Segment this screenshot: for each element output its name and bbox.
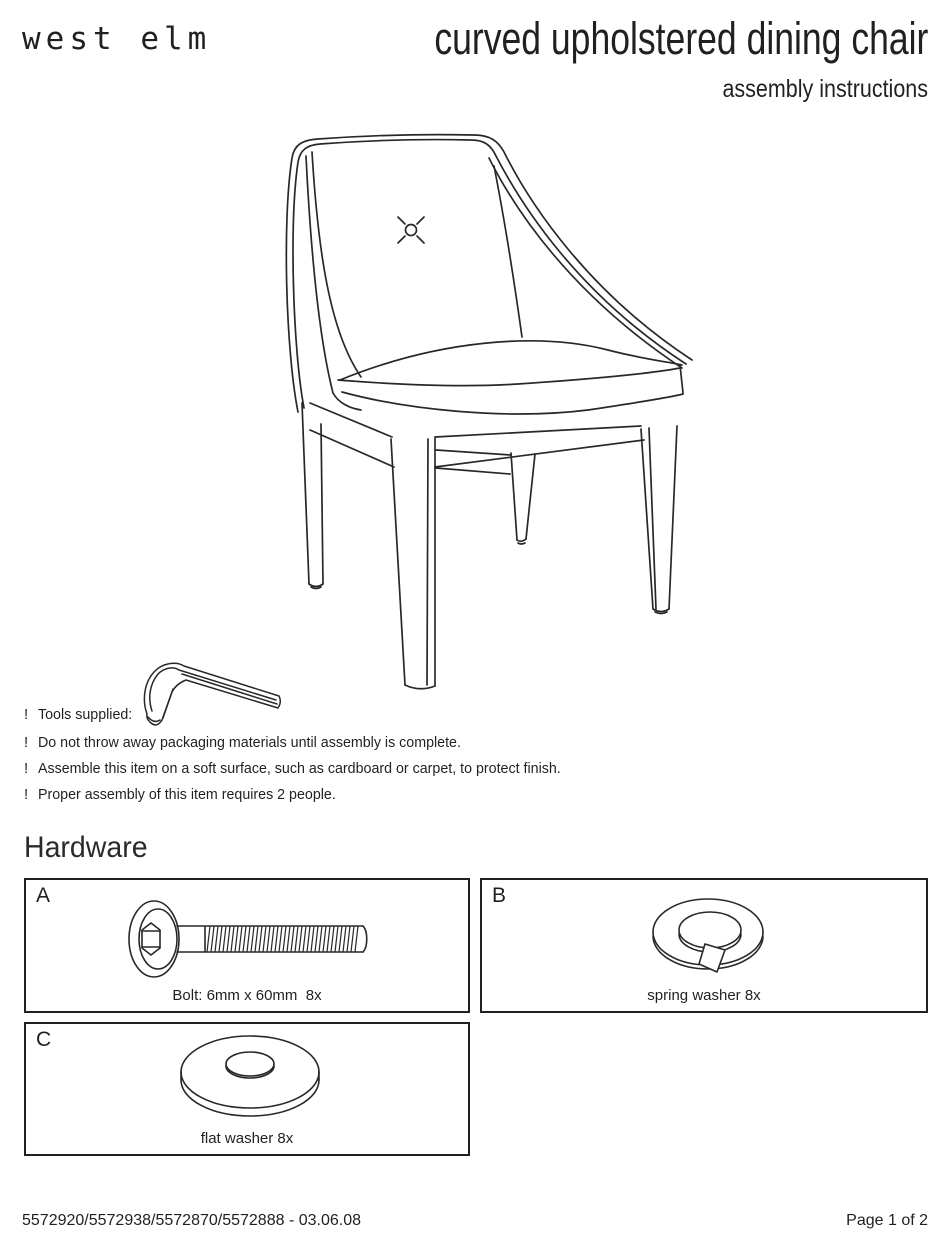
warning-bang: ! [24, 734, 29, 751]
title-block [303, 14, 928, 107]
footer-page-number: Page 1 of 2 [846, 1212, 928, 1229]
note-soft-surface [24, 760, 588, 777]
hardware-box-a-caption: Bolt: 6mm x 60mm 8x [172, 987, 322, 1004]
warning-bang: ! [24, 786, 29, 803]
spring-washer-icon [650, 892, 770, 984]
note-text: Do not throw away packaging materials until assembly is complete. [38, 734, 461, 751]
button-detail [406, 225, 417, 236]
hardware-box-c-caption: flat washer 8x [200, 1130, 294, 1147]
note-tools-supplied [24, 706, 137, 723]
hex-key-icon [130, 658, 295, 736]
note-text: Assemble this item on a soft surface, such as cardboard or carpet, to protect finish. [38, 760, 561, 777]
hardware-box-a [24, 878, 470, 1013]
flat-washer-icon [178, 1030, 323, 1128]
hardware-box-b-label: B [492, 884, 507, 907]
page-subtitle: assembly instructions [722, 75, 928, 103]
hardware-box-b [480, 878, 928, 1013]
chair-illustration [278, 132, 698, 702]
hardware-box-c [24, 1022, 470, 1156]
bolt-icon [127, 898, 387, 980]
hardware-box-c-label: C [36, 1028, 52, 1051]
note-text: Tools supplied: [38, 706, 133, 723]
warning-bang: ! [24, 706, 29, 723]
hardware-heading: Hardware [24, 831, 148, 864]
brand-logo: west elm [22, 21, 212, 57]
warning-bang: ! [24, 760, 29, 777]
hardware-box-a-label: A [36, 884, 51, 907]
note-packaging [24, 734, 483, 751]
footer-sku-date: 5572920/5572938/5572870/5572888 - 03.06.08 [22, 1212, 361, 1229]
note-two-people [24, 786, 351, 803]
page-title: curved upholstered dining chair [433, 13, 928, 64]
hardware-box-b-caption: spring washer 8x [647, 987, 761, 1004]
note-text: Proper assembly of this item requires 2 people. [38, 786, 336, 803]
